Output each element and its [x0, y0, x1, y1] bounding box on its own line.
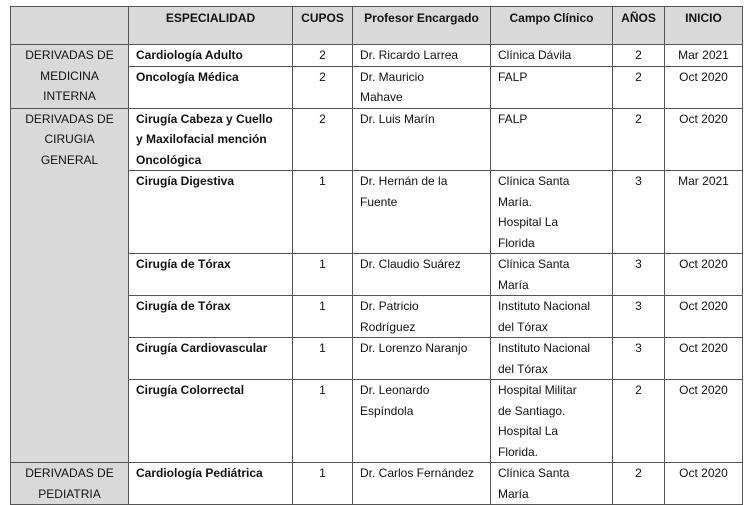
inicio-cell: Oct 2020	[665, 338, 743, 380]
profesor-cell: Dr. Luis Marín	[353, 108, 491, 171]
especialidad-cell: Cirugía Cabeza y Cuello y Maxilofacial mención Oncológica	[129, 108, 293, 171]
table-row	[11, 463, 743, 505]
anos-cell: 3	[613, 296, 665, 338]
cupos-cell: 1	[293, 338, 353, 380]
especialidad-cell: Oncología Médica	[129, 66, 293, 108]
inicio-cell: Oct 2020	[665, 380, 743, 463]
profesor-cell: Dr. Carlos Fernández	[353, 463, 491, 505]
anos-cell: 2	[613, 66, 665, 108]
especialidad-cell: Cardiología Adulto	[129, 45, 293, 67]
header-inicio: INICIO	[665, 7, 743, 45]
inicio-cell: Oct 2020	[665, 108, 743, 171]
campo-cell: Clínica Santa María	[491, 254, 613, 296]
inicio-cell: Mar 2021	[665, 45, 743, 67]
cupos-cell: 2	[293, 66, 353, 108]
header-anos: AÑOS	[613, 7, 665, 45]
campo-cell: Clínica Santa María. Hospital La Florida	[491, 171, 613, 254]
table-header	[11, 7, 743, 45]
inicio-cell: Oct 2020	[665, 254, 743, 296]
especialidad-cell: Cirugía Colorrectal	[129, 380, 293, 463]
profesor-cell: Dr. Lorenzo Naranjo	[353, 338, 491, 380]
anos-cell: 2	[613, 380, 665, 463]
campo-cell: Instituto Nacional del Tórax	[491, 296, 613, 338]
anos-cell: 2	[613, 108, 665, 171]
profesor-cell: Dr. Patricio Rodríguez	[353, 296, 491, 338]
header-cupos: CUPOS	[293, 7, 353, 45]
anos-cell: 3	[613, 338, 665, 380]
header-especialidad: ESPECIALIDAD	[129, 7, 293, 45]
inicio-cell: Oct 2020	[665, 66, 743, 108]
profesor-cell: Dr. Claudio Suárez	[353, 254, 491, 296]
profesor-cell: Dr. Leonardo Espíndola	[353, 380, 491, 463]
cupos-cell: 2	[293, 45, 353, 67]
header-profesor: Profesor Encargado	[353, 7, 491, 45]
cupos-cell: 1	[293, 380, 353, 463]
group-label: DERIVADAS DE PEDIATRIA	[11, 463, 129, 505]
especialidad-cell: Cirugía de Tórax	[129, 296, 293, 338]
group-label: DERIVADAS DE MEDICINA INTERNA	[11, 45, 129, 109]
cupos-cell: 2	[293, 108, 353, 171]
campo-cell: Hospital Militar de Santiago. Hospital La Florida.	[491, 380, 613, 463]
specialties-table	[10, 6, 743, 505]
anos-cell: 3	[613, 254, 665, 296]
table-row	[11, 45, 743, 67]
especialidad-cell: Cardiología Pediátrica	[129, 463, 293, 505]
campo-cell: Instituto Nacional del Tórax	[491, 338, 613, 380]
cupos-cell: 1	[293, 171, 353, 254]
anos-cell: 2	[613, 45, 665, 67]
inicio-cell: Oct 2020	[665, 296, 743, 338]
header-group	[11, 7, 129, 45]
table-body	[11, 45, 743, 505]
anos-cell: 2	[613, 463, 665, 505]
especialidad-cell: Cirugía Cardiovascular	[129, 338, 293, 380]
group-label: DERIVADAS DE CIRUGIA GENERAL	[11, 108, 129, 463]
campo-cell: Clínica Dávila	[491, 45, 613, 67]
cupos-cell: 1	[293, 254, 353, 296]
profesor-cell: Dr. Ricardo Larrea	[353, 45, 491, 67]
cupos-cell: 1	[293, 296, 353, 338]
campo-cell: FALP	[491, 108, 613, 171]
inicio-cell: Oct 2020	[665, 463, 743, 505]
anos-cell: 3	[613, 171, 665, 254]
table-row	[11, 108, 743, 171]
header-row	[11, 7, 743, 45]
campo-cell: FALP	[491, 66, 613, 108]
cupos-cell: 1	[293, 463, 353, 505]
especialidad-cell: Cirugía Digestiva	[129, 171, 293, 254]
inicio-cell: Mar 2021	[665, 171, 743, 254]
header-campo: Campo Clínico	[491, 7, 613, 45]
campo-cell: Clínica Santa María	[491, 463, 613, 505]
profesor-cell: Dr. Mauricio Mahave	[353, 66, 491, 108]
especialidad-cell: Cirugía de Tórax	[129, 254, 293, 296]
profesor-cell: Dr. Hernán de la Fuente	[353, 171, 491, 254]
